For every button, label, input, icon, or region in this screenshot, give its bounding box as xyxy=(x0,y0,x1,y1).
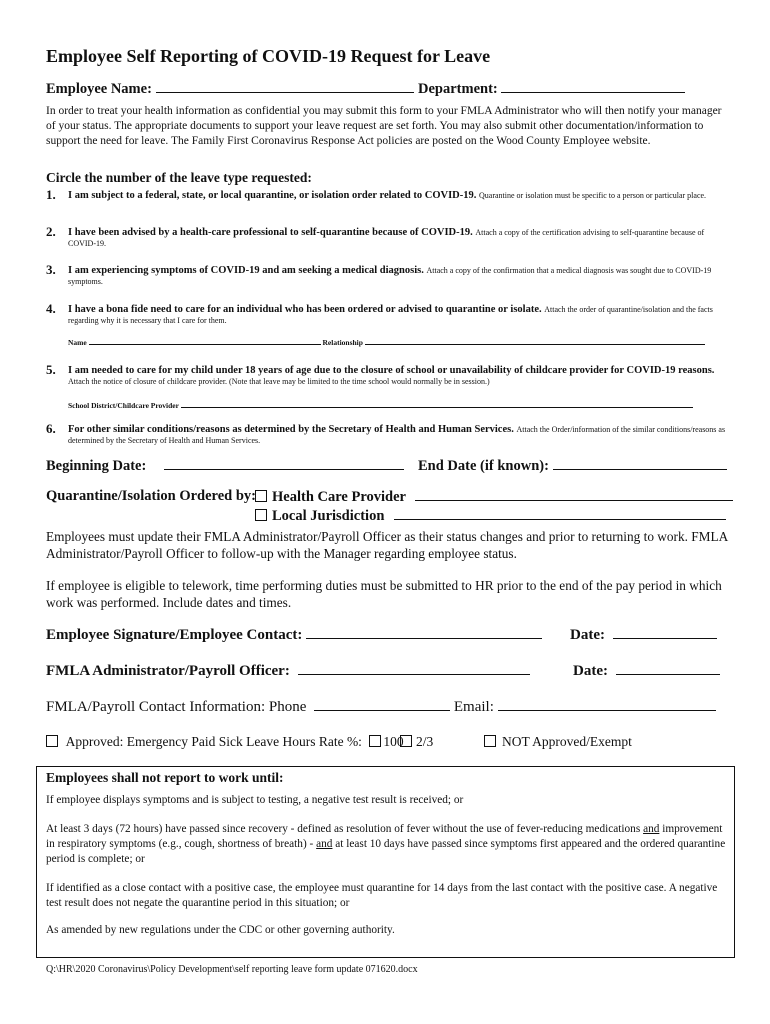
leave-item-lead: I am experiencing symptoms of COVID-19 and am seeking a medical diagnosis. xyxy=(68,265,424,276)
fmla-date-field[interactable] xyxy=(616,662,720,675)
page-title: Employee Self Reporting of COVID-19 Request for Leave xyxy=(46,46,491,66)
rate-23-checkbox[interactable] xyxy=(400,735,412,747)
return-condition-2-and: and xyxy=(316,838,333,850)
status-update-notice: Employees must update their FMLA Administrator/Payroll Officer as their status changes and prior to returning to work. FMLA Administrator/Payroll Officer to follow-up with the Manager regarding employee status. xyxy=(46,529,728,561)
end-date-label: End Date (if known): xyxy=(418,458,549,474)
leave-item-note: Attach the Order/information of the similar conditions/reasons as determined by the Secretary of Health and Human Services. xyxy=(68,425,726,445)
return-condition-3: If identified as a close contact with a positive case, the employee must quarantine for 14 days from the last contact with the positive case. A negative test result does not negate the quarantine period in this situation; or xyxy=(46,882,718,909)
leave-item-lead: I am subject to a federal, state, or local quarantine, or isolation order related to COVID-19. xyxy=(68,190,477,201)
health-care-provider-label: Health Care Provider xyxy=(272,489,406,505)
leave-item-lead: For other similar conditions/reasons as determined by the Secretary of Health and Human Services. xyxy=(68,424,514,435)
care-name-field[interactable] xyxy=(89,337,321,345)
telework-notice: If employee is eligible to telework, time performing duties must be submitted to HR prior to the end of the pay period in which work was performed. Include dates and times. xyxy=(46,578,722,610)
leave-item-lead: I have been advised by a health-care professional to self-quarantine because of COVID-19. xyxy=(68,227,473,238)
school-childcare-field[interactable] xyxy=(181,400,693,408)
contact-phone-label: FMLA/Payroll Contact Information: Phone xyxy=(46,699,307,715)
health-care-provider-checkbox[interactable] xyxy=(255,490,267,502)
return-condition-1: If employee displays symptoms and is subject to testing, a negative test result is received; or xyxy=(46,794,464,806)
fmla-date-row xyxy=(573,662,720,680)
leave-item-number[interactable]: 6. xyxy=(46,421,56,436)
not-approved-label: NOT Approved/Exempt xyxy=(502,734,632,749)
end-date-field[interactable] xyxy=(553,457,727,470)
return-condition-2 xyxy=(46,822,726,867)
department-label: Department: xyxy=(418,81,498,97)
fmla-date-label: Date: xyxy=(573,663,608,679)
approved-label: Approved: Emergency Paid Sick Leave Hours Rate %: xyxy=(65,734,362,749)
circle-instruction: Circle the number of the leave type requested: xyxy=(46,170,312,185)
employee-date-row xyxy=(570,626,717,644)
relationship-label: Relationship xyxy=(322,338,363,347)
local-jurisdiction-field[interactable] xyxy=(394,507,726,520)
beginning-date-field[interactable] xyxy=(164,457,404,470)
employee-date-field[interactable] xyxy=(613,626,717,639)
rate-23-label: 2/3 xyxy=(416,734,434,749)
return-condition-2-part: improvement in respiratory symptoms (e.g., cough, shortness of breath) - xyxy=(46,823,723,850)
local-jurisdiction-row xyxy=(255,507,726,525)
leave-item-note: Attach a copy of the confirmation that a medical diagnosis was sought due to COVID-19 symptoms. xyxy=(68,266,712,286)
return-condition-4: As amended by new regulations under the CDC or other governing authority. xyxy=(46,924,395,936)
beginning-date-row xyxy=(46,457,404,475)
beginning-date-label: Beginning Date: xyxy=(46,458,147,474)
item5-field-row xyxy=(68,400,693,410)
leave-item-1 xyxy=(68,190,728,201)
employee-name-field[interactable] xyxy=(156,80,414,93)
leave-item-note: Attach a copy of the certification advising to self-quarantine because of COVID-19. xyxy=(68,228,705,248)
care-name-label: Name xyxy=(68,338,87,347)
rate-23-row xyxy=(400,734,433,750)
health-care-provider-field[interactable] xyxy=(415,488,733,501)
intro-paragraph: In order to treat your health information as confidential you may submit this form to your FMLA Administrator who will then notify your manager of your status. The appropriate documents to support your leave request are set forth. You may also submit other documentation/information to support the need for leave. The Family First Coronavirus Response Act policies are posted on the Wood County Employee website. xyxy=(46,105,722,147)
approved-checkbox[interactable] xyxy=(46,735,58,747)
fmla-officer-field[interactable] xyxy=(298,662,530,675)
leave-item-number[interactable]: 5. xyxy=(46,362,56,377)
return-condition-2-and: and xyxy=(643,823,660,835)
rate-100-label: 100 xyxy=(383,734,404,749)
leave-item-note: Attach the order of quarantine/isolation and the facts regarding why it is necessary that I care for them. xyxy=(68,305,713,325)
contact-info-row xyxy=(46,698,716,716)
employee-date-label: Date: xyxy=(570,627,605,643)
employee-signature-row xyxy=(46,626,542,644)
department-row xyxy=(418,80,685,98)
return-condition-2-part: at least 10 days have passed since symptoms first appeared and the ordered quarantine period is complete; or xyxy=(46,838,726,865)
not-approved-checkbox[interactable] xyxy=(484,735,496,747)
return-box-heading: Employees shall not report to work until: xyxy=(46,770,284,785)
end-date-row xyxy=(418,457,727,475)
document-path-footer: Q:\HR\2020 Coronavirus\Policy Development\self reporting leave form update 071620.docx xyxy=(46,964,418,975)
leave-item-number[interactable]: 4. xyxy=(46,301,56,316)
leave-item-number[interactable]: 2. xyxy=(46,224,56,239)
leave-item-lead: I have a bona fide need to care for an individual who has been ordered or advised to quarantine or isolate. xyxy=(68,304,542,315)
leave-item-number[interactable]: 3. xyxy=(46,262,56,277)
fmla-officer-row xyxy=(46,662,530,680)
approved-row xyxy=(46,734,404,750)
employee-name-label: Employee Name: xyxy=(46,81,152,97)
leave-item-note: Quarantine or isolation must be specific to a person or particular place. xyxy=(479,191,707,200)
contact-email-field[interactable] xyxy=(498,698,716,711)
local-jurisdiction-checkbox[interactable] xyxy=(255,509,267,521)
contact-phone-field[interactable] xyxy=(314,698,450,711)
leave-item-3 xyxy=(68,265,728,287)
leave-item-4 xyxy=(68,304,728,326)
leave-item-lead: I am needed to care for my child under 18 years of age due to the closure of school or unavailability of childcare provider for COVID-19 reasons. xyxy=(68,365,715,376)
health-care-provider-row xyxy=(255,488,733,506)
employee-signature-field[interactable] xyxy=(306,626,542,639)
leave-item-5 xyxy=(68,365,728,387)
relationship-field[interactable] xyxy=(365,337,705,345)
leave-item-number[interactable]: 1. xyxy=(46,187,56,202)
department-field[interactable] xyxy=(501,80,685,93)
leave-item-note: Attach the notice of closure of childcare provider. (Note that leave may be limited to the time school would normally be in session.) xyxy=(68,377,490,386)
rate-100-checkbox[interactable] xyxy=(369,735,381,747)
school-childcare-label: School District/Childcare Provider xyxy=(68,401,179,410)
quarantine-label: Quarantine/Isolation Ordered by: xyxy=(46,488,256,504)
employee-name-row xyxy=(46,80,414,98)
fmla-officer-label: FMLA Administrator/Payroll Officer: xyxy=(46,663,290,679)
contact-email-label: Email: xyxy=(453,699,494,715)
leave-item-2 xyxy=(68,227,728,249)
return-condition-2-part: At least 3 days (72 hours) have passed since recovery - defined as resolution of fever without the use of fever-reducing medications xyxy=(46,823,644,835)
local-jurisdiction-label: Local Jurisdiction xyxy=(272,508,385,524)
employee-signature-label: Employee Signature/Employee Contact: xyxy=(46,627,303,643)
item4-fields-row xyxy=(68,337,705,347)
leave-item-6 xyxy=(68,424,728,446)
not-approved-row xyxy=(484,734,632,750)
